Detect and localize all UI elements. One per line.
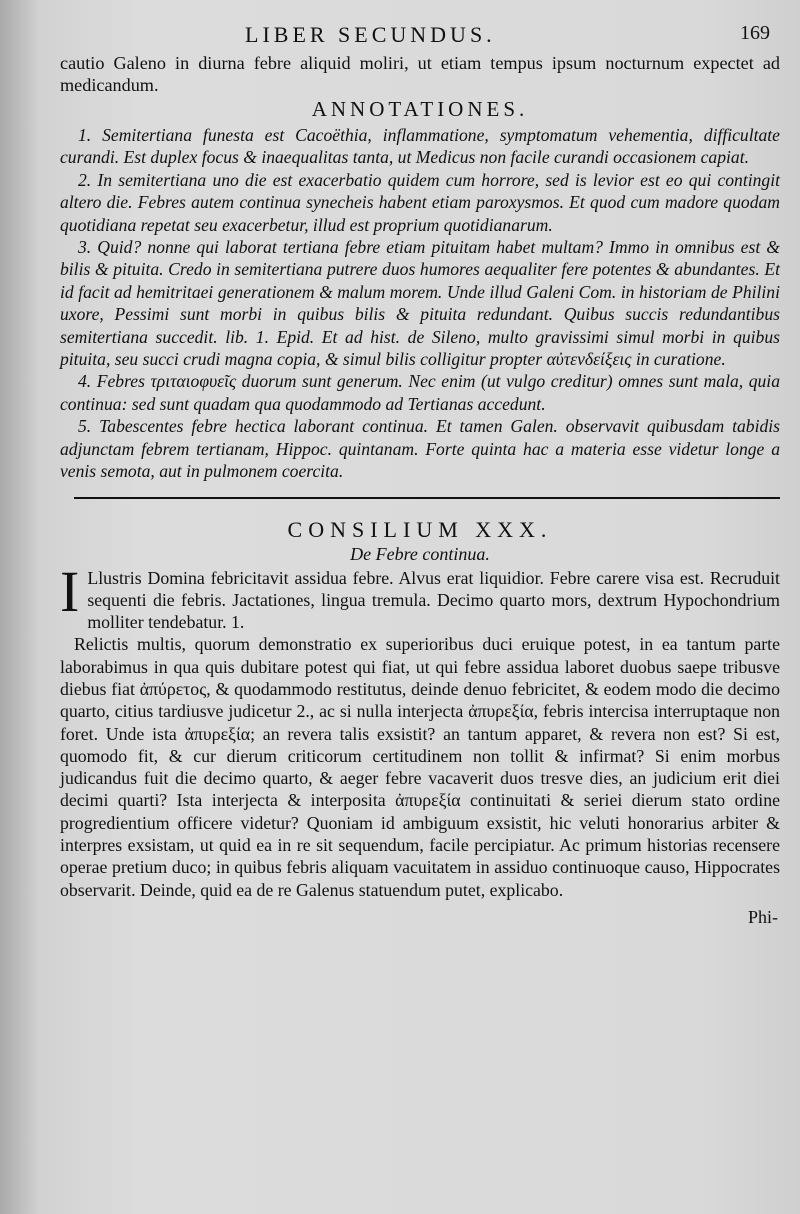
consilium-subtitle: De Febre continua.	[350, 543, 490, 564]
annotationes-heading: ANNOTATIONES.	[311, 97, 529, 121]
running-head	[60, 18, 780, 52]
annotation-item-1: 1. Semitertiana funesta est Cacoëthia, inflammatione, symptomatum vehementia, difficultate curandi. Est duplex focus & inaequalitas tanta, ut Medicus non facile curandi occasionem capiat.	[60, 125, 780, 168]
running-title: LIBER SECUNDUS.	[245, 22, 496, 47]
consilium-paragraph-1-text: Llustris Domina febricitavit assidua febre. Alvus erat liquidior. Febre carere visa est. Recruduit sequenti die febris. Jactationes, lingua tremula. Decimo quarto mors, dextrum Hypochondrium molliter tendebatur. 1.	[87, 567, 780, 633]
section-divider	[74, 497, 780, 499]
annotation-item-2: 2. In semitertiana uno die est exacerbatio quidem cum horrore, sed is levior est eo qui contingit altero die. Febres autem continua synecheis habent etiam paroxysmos. Et quod cum madore quodam quotidiana repetat seu exacerbetur, illud est proprium quotidianarum.	[60, 169, 780, 235]
consilium-paragraph-1	[60, 558, 780, 634]
page-number: 169	[740, 22, 770, 44]
annotation-item-4: 4. Febres τριταιοφυεῖς duorum sunt generum. Nec enim (ut vulgo creditur) omnes sunt mala, quia continua: sed sunt quadam qua quodammodo ad Tertianas accedunt.	[60, 371, 780, 414]
consilium-paragraph-2: Relictis multis, quorum demonstratio ex superioribus duci eruique potest, in ea tantum parte laborabimus in qua quis dubitare potest qui fiat, ut qui febre assidua laboret duobus saepe tribusve diebus fiat ἀπύρετος, & quodammodo restitutus, deinde denuo febricitet, & eodem modo die decimo quarto, citius tardiusve judicetur 2., ac si nulla interjecta ἀπυρεξία, febris intercisa interruptaque non foret. Unde ista ἀπυρεξία; an revera talis exsistit? an tantum apparet, & revera non est? Si est, quomodo fit, & cur dierum criticorum certitudinem non tollit & infirmat? Si enim morbus judicandus fuit die decimo quarto, & aeger febre vacaverit duos tresve dies, an judicium erit diei decimi quarti? Ista interjecta & interposita ἀπυρεξία continuitati & seriei dierum stato ordine progredientium officere videtur? Quoniam id ambiguum exsistit, hic veluti honorarius arbiter & interpres exsistam, ut quid ea in re sit sequendum, facile percipiatur. Ac primum historias recensere operae pretium duco; in quibus febris aliquam vacuitatem in assiduo continuoque causo, Hippocrates observarit. Deinde, quid ea de re Galenus statuendum putet, explicabo.	[60, 634, 780, 900]
annotation-item-3: 3. Quid? nonne qui laborat tertiana febre etiam pituitam habet multam? Immo in omnibus est & bilis & pituita. Credo in semitertiana putrere duos humores aequaliter fere potentes & abundantes. Et id facit ad hemitritaei generationem & malum morem. Unde illud Galeni Com. in historiam de Philini uxore, Pessimi sunt morbi in quibus bilis & pituita redundant. Quibus succis redundantibus semitertiana succedit. lib. 1. Epid. Et ad hist. de Sileno, multo gravissimi simul morbi in quibus pituita, seu succi crudi magna copia, & simul bilis colligitur propter αὐτενδείξεις in curatione.	[60, 237, 780, 370]
consilium-title: CONSILIUM XXX.	[287, 516, 553, 542]
annotation-item-5: 5. Tabescentes febre hectica laborant continua. Et tamen Galen. observavit quibusdam tabidis adjunctam febrem tertianam, Hippoc. quintanam. Forte quinta hac a materia esse videtur longe a venis semota, aut in pulmonem coercita.	[60, 416, 780, 482]
catchword: Phi-	[747, 906, 778, 927]
dropcap-initial: I	[60, 558, 80, 624]
intro-paragraph: cautio Galeno in diurna febre aliquid moliri, ut etiam tempus ipsum nocturnum expectet ad medicandum.	[60, 53, 780, 95]
